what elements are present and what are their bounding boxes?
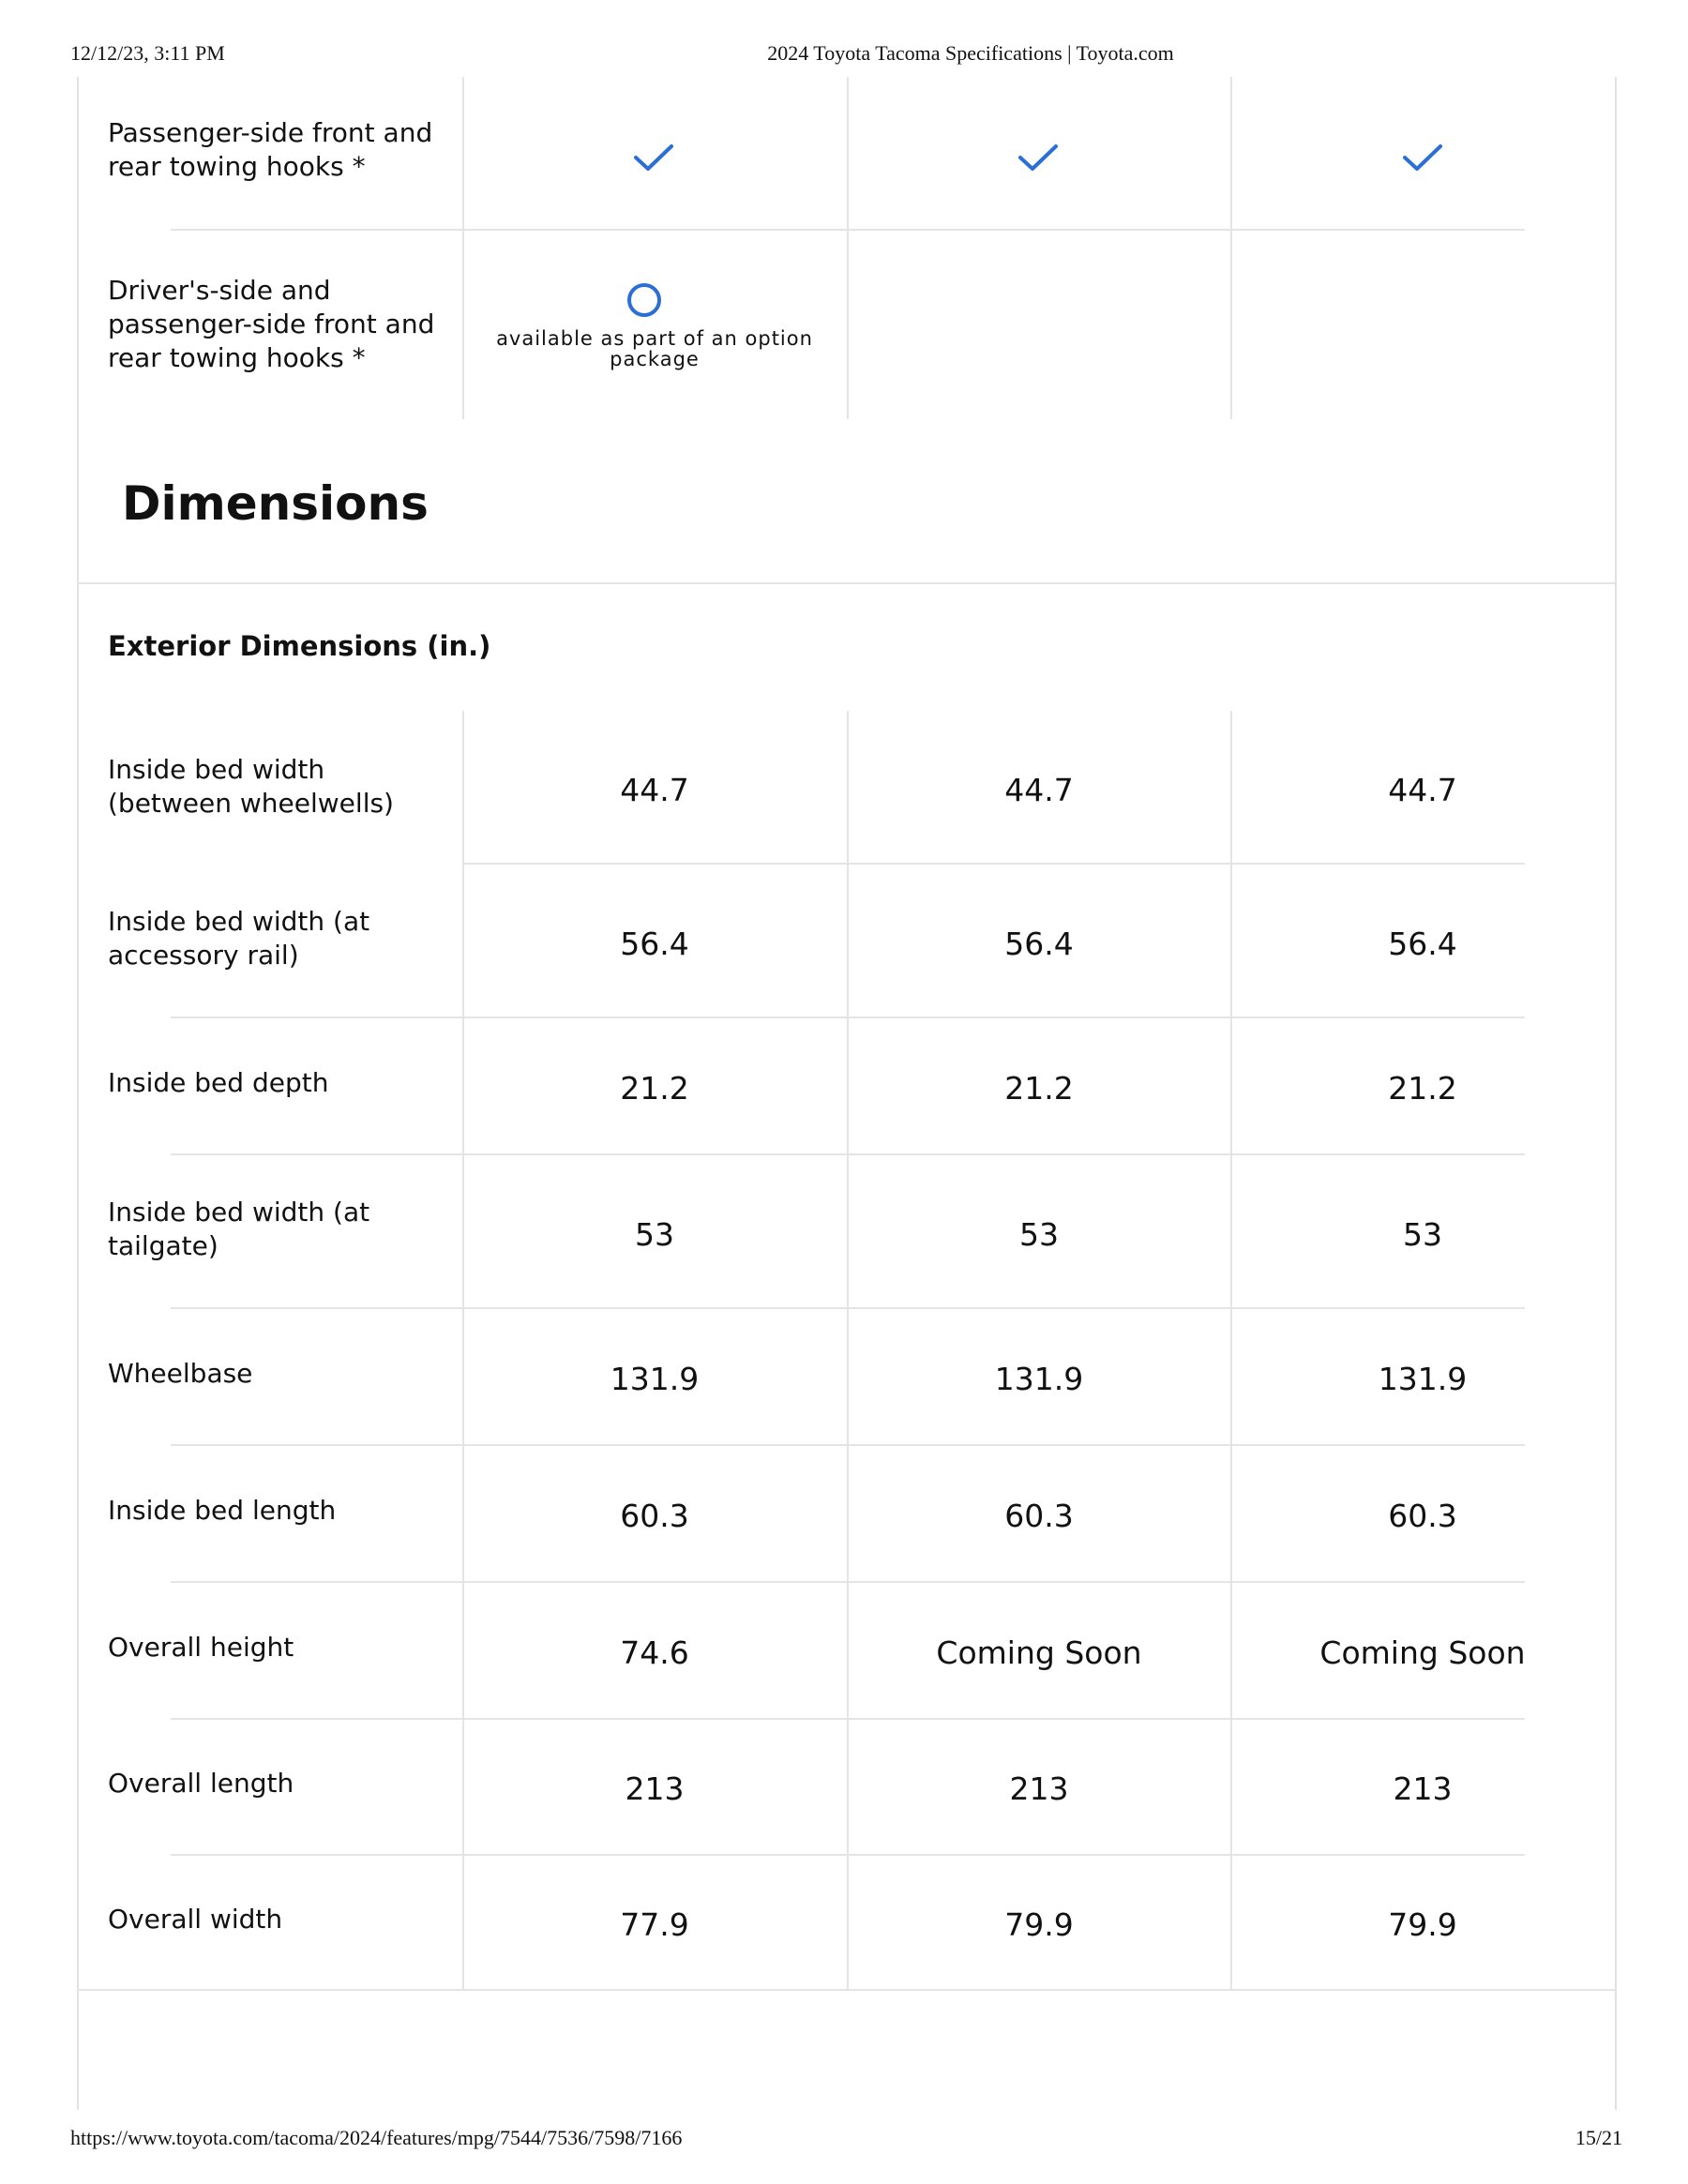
value-cell: 53 bbox=[1019, 1216, 1059, 1253]
row-label: Inside bed width (between wheelwells) bbox=[108, 754, 394, 819]
column-divider bbox=[1230, 77, 1232, 419]
row-divider bbox=[171, 229, 1525, 231]
value-cell: 79.9 bbox=[1388, 1906, 1457, 1943]
row-label: Overall height bbox=[108, 1632, 294, 1663]
row-divider bbox=[462, 863, 1525, 865]
row-label: Overall length bbox=[108, 1768, 294, 1799]
value-cell: 74.6 bbox=[620, 1634, 689, 1671]
row-label: Passenger-side front and rear towing hooks * bbox=[108, 117, 433, 182]
value-cell: 56.4 bbox=[620, 926, 689, 962]
value-cell: 77.9 bbox=[620, 1906, 689, 1943]
value-cell: 79.9 bbox=[1004, 1906, 1074, 1943]
print-datetime: 12/12/23, 3:11 PM bbox=[70, 41, 225, 65]
option-package-note: available as part of an option package bbox=[496, 327, 813, 370]
value-cell: 60.3 bbox=[1388, 1498, 1457, 1534]
value-cell: 213 bbox=[1009, 1770, 1069, 1807]
value-cell: 53 bbox=[1403, 1216, 1442, 1253]
value-cell: 21.2 bbox=[1004, 1070, 1074, 1107]
value-cell: 56.4 bbox=[1388, 926, 1457, 962]
row-label: Inside bed length bbox=[108, 1495, 337, 1526]
section-divider bbox=[77, 582, 1617, 584]
value-cell: 131.9 bbox=[1378, 1361, 1468, 1397]
value-cell: 44.7 bbox=[1004, 772, 1074, 808]
row-label: Driver's-side and passenger-side front and rear towing hooks * bbox=[108, 275, 435, 373]
value-cell: 131.9 bbox=[610, 1361, 700, 1397]
checkmark-icon bbox=[632, 143, 675, 174]
row-label: Wheelbase bbox=[108, 1358, 253, 1389]
value-cell: 213 bbox=[1393, 1770, 1453, 1807]
checkmark-icon bbox=[1017, 143, 1060, 174]
group-title-exterior-dimensions: Exterior Dimensions (in.) bbox=[108, 630, 491, 662]
option-package-cell bbox=[462, 283, 847, 369]
row-divider bbox=[171, 1854, 1525, 1856]
value-cell: 44.7 bbox=[620, 772, 689, 808]
section-title-dimensions: Dimensions bbox=[122, 476, 429, 531]
print-page-number: 15/21 bbox=[1575, 2126, 1622, 2149]
value-cell: 53 bbox=[635, 1216, 674, 1253]
table-bottom-divider bbox=[77, 1989, 1617, 1991]
row-divider bbox=[171, 1153, 1525, 1155]
value-cell: 44.7 bbox=[1388, 772, 1457, 808]
row-divider bbox=[171, 1307, 1525, 1309]
circle-option-icon bbox=[627, 283, 661, 317]
row-label: Inside bed depth bbox=[108, 1067, 329, 1098]
value-cell: 60.3 bbox=[1004, 1498, 1074, 1534]
value-cell: 131.9 bbox=[994, 1361, 1084, 1397]
value-cell: 56.4 bbox=[1004, 926, 1074, 962]
row-label: Inside bed width (at accessory rail) bbox=[108, 906, 370, 971]
column-divider bbox=[847, 77, 849, 419]
row-divider bbox=[171, 1444, 1525, 1446]
row-divider bbox=[171, 1718, 1525, 1720]
value-cell: 21.2 bbox=[1388, 1070, 1457, 1107]
value-cell: Coming Soon bbox=[1319, 1634, 1526, 1671]
value-cell: Coming Soon bbox=[936, 1634, 1142, 1671]
content-frame-left bbox=[77, 77, 79, 2110]
row-divider bbox=[171, 1017, 1525, 1018]
row-label: Inside bed width (at tailgate) bbox=[108, 1197, 370, 1261]
row-label: Overall width bbox=[108, 1904, 283, 1935]
print-page-title: 2024 Toyota Tacoma Specifications | Toyota.com bbox=[767, 41, 1174, 65]
value-cell: 213 bbox=[625, 1770, 685, 1807]
value-cell: 21.2 bbox=[620, 1070, 689, 1107]
content-frame-right bbox=[1615, 77, 1617, 2110]
print-url: https://www.toyota.com/tacoma/2024/features/mpg/7544/7536/7598/7166 bbox=[70, 2126, 683, 2149]
checkmark-icon bbox=[1401, 143, 1444, 174]
value-cell: 60.3 bbox=[620, 1498, 689, 1534]
row-divider bbox=[171, 1581, 1525, 1583]
